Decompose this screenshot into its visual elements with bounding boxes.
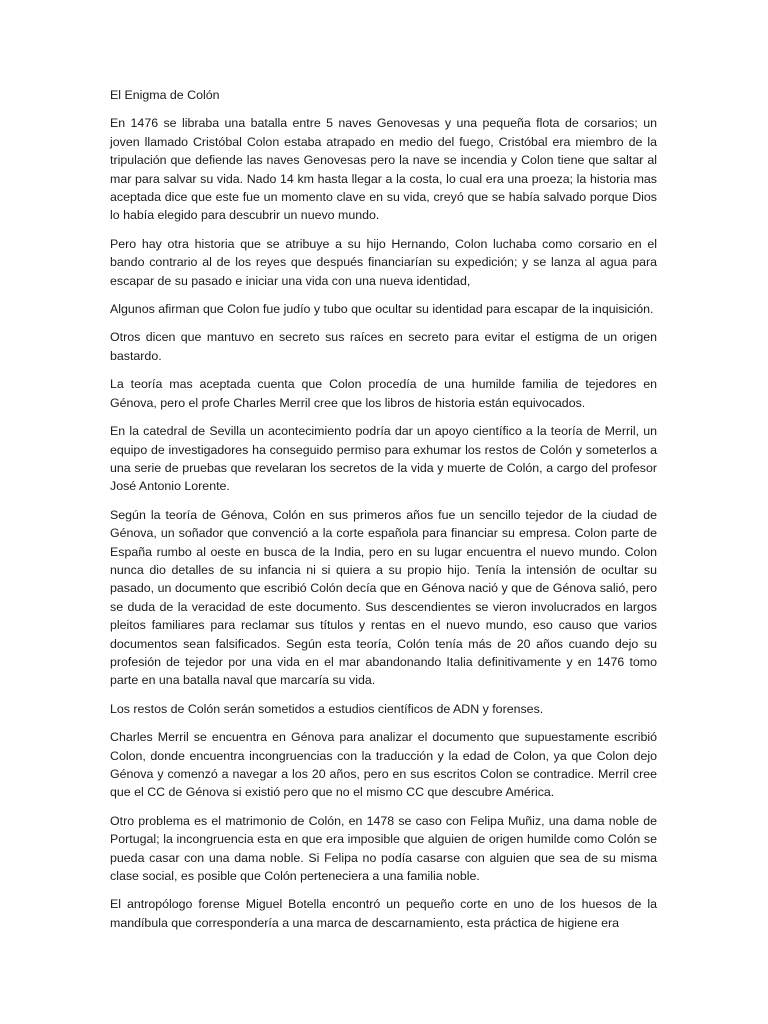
paragraph-marriage: Otro problema es el matrimonio de Colón, en 1478 se caso con Felipa Muñiz, una dama noble de Portugal; la incongruencia esta en que era imposible que alguien de origen humilde como Colón se pueda casar con una dama noble. Si Felipa no podía casarse con alguien que sea de su misma clase social, es posible que Colón perteneciera a una familia noble. xyxy=(110,813,657,884)
paragraph-accepted-theory: La teoría mas aceptada cuenta que Colon procedía de una humilde familia de tejedores en Génova, pero el profe Charles Merril cree que los libros de historia están equivocados. xyxy=(110,377,657,410)
paragraph-jewish-theory: Algunos afirman que Colon fue judío y tubo que ocultar su identidad para escapar de la inquisición. xyxy=(110,302,654,317)
paragraph-battle-1476: En 1476 se libraba una batalla entre 5 naves Genovesas y una pequeña flota de corsarios; un joven llamado Cristóbal Colon estaba atrapado en medio del fuego, Cristóbal era miembro de la tripulación que defiende las naves Genovesas pero la nave se incendia y Colon tiene que saltar al mar para salvar su vida. Nado 14 km hasta llegar a la costa, lo cual era una proeza; la historia mas aceptada dice que este fue un momento clave en su vida, creyó que se había salvado porque Dios lo había elegido para descubrir un nuevo mundo. xyxy=(110,116,657,223)
paragraph-forensic-botella: El antropólogo forense Miguel Botella encontró un pequeño corte en uno de los huesos de la mandíbula que correspondería a una marca de descarnamiento, esta práctica de higiene era xyxy=(110,897,657,930)
paragraph-bastard-theory: Otros dicen que mantuvo en secreto sus raíces en secreto para evitar el estigma de un origen bastardo. xyxy=(110,330,657,363)
paragraph-seville-cathedral: En la catedral de Sevilla un acontecimiento podría dar un apoyo científico a la teoría de Merril, un equipo de investigadores ha conseguido permiso para exhumar los restos de Colón y someterlos a una serie de pruebas que revelaran los secretos de la vida y muerte de Colón, a cargo del profesor José Antonio Lorente. xyxy=(110,424,657,494)
document-page xyxy=(110,86,657,942)
paragraph-merril-genoa: Charles Merril se encuentra en Génova para analizar el documento que supuestamente escribió Colon, donde encuentra incongruencias con la traducción y la edad de Colon, ya que Colon dejo Génova y comenzó a navegar a los 20 años, pero en sus escritos Colon se contradice. Merril cree que el CC de Génova si existió pero que no el mismo CC que descubre América. xyxy=(110,730,657,800)
document-title: El Enigma de Colón xyxy=(110,88,220,102)
paragraph-hernando-story: Pero hay otra historia que se atribuye a su hijo Hernando, Colon luchaba como corsario en el bando contrario al de los reyes que después financiarían su expedición; y se lanza al agua para escapar de su pasado e iniciar una vida con una nueva identidad, xyxy=(110,236,657,288)
paragraph-dna-studies: Los restos de Colón serán sometidos a estudios científicos de ADN y forenses. xyxy=(110,701,544,716)
paragraph-genoa-theory: Según la teoría de Génova, Colón en sus primeros años fue un sencillo tejedor de la ciudad de Génova, un soñador que convenció a la corte española para financiar su empresa. Colon parte de España rumbo al oeste en busca de la India, pero en su lugar encuentra el nuevo mundo. Colon nunca dio detalles de su infancia ni si quiera a su propio hijo. Tenía la intensión de ocultar su pasado, un documento que escribió Colón decía que en Génova nació y que de Génova salió, pero se duda de la veracidad de este documento. Sus descendientes se vieron involucrados en largos pleitos familiares para reclamar sus títulos y rentas en el nuevo mundo, eso causo que varios documentos sean falsificados. Según esta teoría, Colón tenía más de 20 años cuando dejo su profesión de tejedor por una vida en el mar abandonando Italia definitivamente y en 1476 tomo parte en una batalla naval que marcaría su vida. xyxy=(110,507,657,688)
